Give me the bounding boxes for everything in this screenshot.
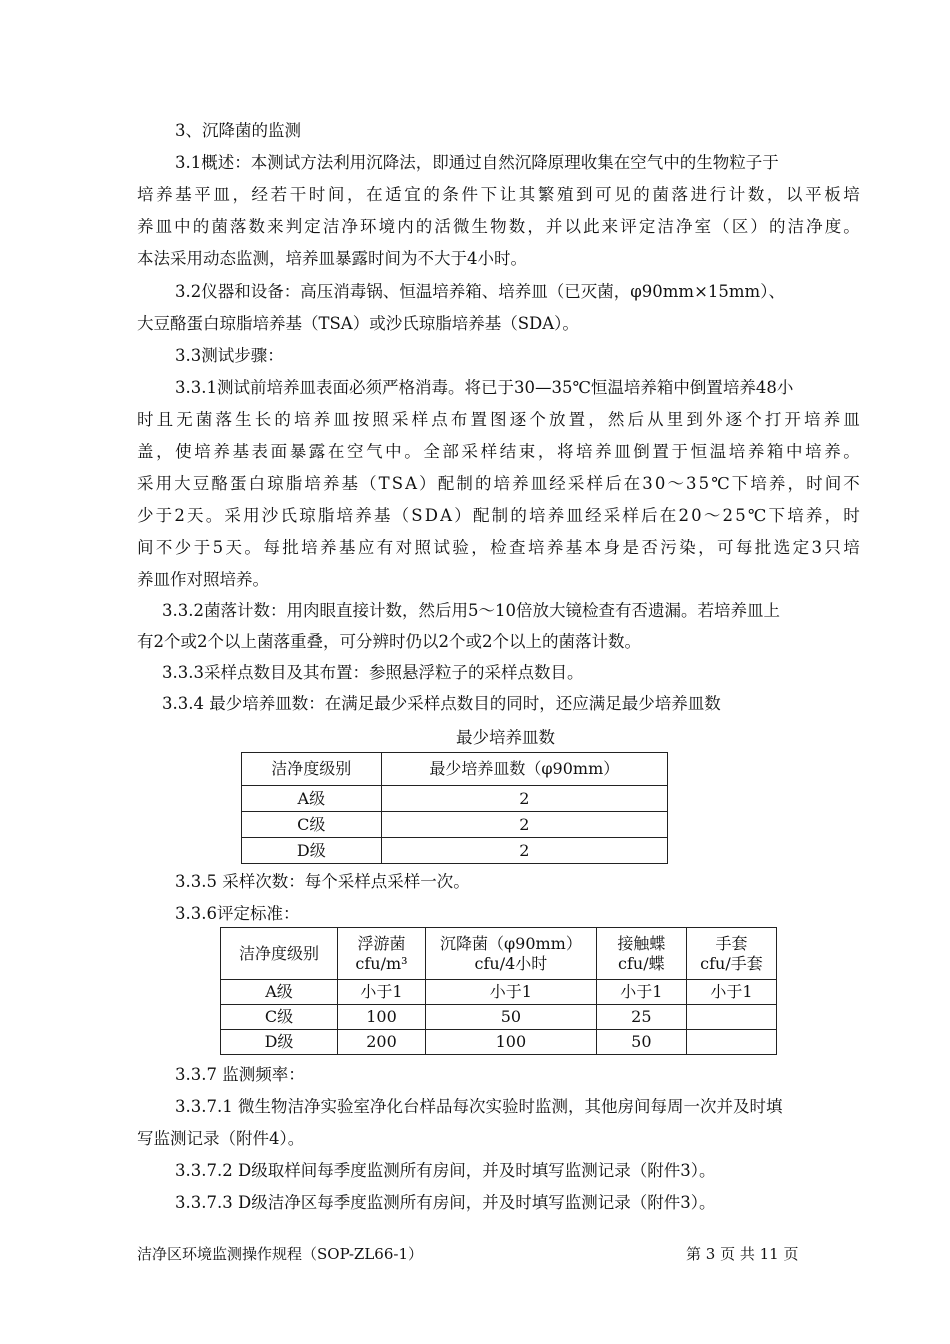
para-3-3-7: 3.3.7 监测频率：: [175, 1065, 305, 1084]
header-line-2: cfu/手套: [700, 953, 763, 973]
para-3-1-line-1: 3.1概述：本测试方法利用沉降法，即通过自然沉降原理收集在空气中的生物粒子于: [175, 153, 779, 172]
header-line-1: 沉降菌（φ90mm）: [439, 933, 582, 953]
header-line-2: cfu/蝶: [618, 953, 665, 973]
table-cell: 100: [337, 1005, 425, 1030]
table-cell: 100: [425, 1030, 596, 1055]
para-3-2-line-1: 3.2仪器和设备：高压消毒锅、恒温培养箱、培养皿（已灭菌，φ90mm×15mm）、: [175, 282, 785, 301]
table-cell: A级: [221, 980, 338, 1005]
para-3-3-1-line-2: 时且无菌落生长的培养皿按照采样点布置图逐个放置，然后从里到外逐个打开培养皿: [137, 410, 863, 429]
table-header-cell: 最少培养皿数（φ90mm）: [381, 753, 667, 786]
table-cell: D级: [242, 838, 382, 864]
para-3-3-2-line-2: 有2个或2个以上菌落重叠，可分辨时仍以2个或2个以上的菌落计数。: [137, 632, 641, 651]
table-cell: 2: [381, 838, 667, 864]
para-3-3-3: 3.3.3采样点数目及其布置：参照悬浮粒子的采样点数目。: [162, 663, 584, 682]
para-3-3-7-1-line-1: 3.3.7.1 微生物洁净实验室净化台样品每次实验时监测，其他房间每周一次并及时填: [175, 1097, 783, 1116]
para-3-3-1-line-4: 采用大豆酪蛋白琼脂培养基（TSA）配制的培养皿经采样后在30～35℃下培养，时间不: [137, 474, 862, 493]
para-3-3-1-line-3: 盖，使培养基表面暴露在空气中。全部采样结束，将培养皿倒置于恒温培养箱中培养。: [137, 442, 863, 461]
table-cell: C级: [242, 812, 382, 838]
footer-title: 洁净区环境监测操作规程（SOP-ZL66-1）: [137, 1245, 423, 1263]
para-3-3-1-line-6: 间不少于5天。每批培养基应有对照试验，检查培养基本身是否污染，可每批选定3只培: [137, 538, 863, 557]
table-header-row: [242, 753, 668, 786]
table-row: [221, 980, 777, 1005]
table-header-cell: [221, 928, 338, 980]
header-line-1: 洁净度级别: [238, 943, 319, 963]
table-cell: 小于1: [686, 980, 776, 1005]
header-line-2: cfu/m³: [355, 953, 408, 973]
footer-page-number: 第 3 页 共 11 页: [686, 1245, 799, 1263]
para-3-3-1-line-1: 3.3.1测试前培养皿表面必须严格消毒。将已于30—35℃恒温培养箱中倒置培养48小: [175, 378, 794, 397]
table-cell: 2: [381, 812, 667, 838]
table-cell: 25: [596, 1005, 686, 1030]
para-3-1-line-3: 养皿中的菌落数来判定洁净环境内的活微生物数，并以此来评定洁净室（区）的洁净度。: [137, 217, 862, 236]
para-3-3: 3.3测试步骤：: [175, 346, 284, 365]
evaluation-standard-table: [220, 927, 777, 1055]
table-cell: C级: [221, 1005, 338, 1030]
para-3-2-line-2: 大豆酪蛋白琼脂培养基（TSA）或沙氏琼脂培养基（SDA）。: [137, 314, 579, 333]
table-cell: 200: [337, 1030, 425, 1055]
para-3-3-2-line-1: 3.3.2菌落计数：用肉眼直接计数，然后用5～10倍放大镜检查有否遗漏。若培养皿上: [162, 601, 780, 620]
table-row: [242, 838, 668, 864]
para-3-3-7-3: 3.3.7.3 D级洁净区每季度监测所有房间，并及时填写监测记录（附件3）。: [175, 1193, 716, 1212]
section-heading: 3、沉降菌的监测: [175, 121, 301, 140]
para-3-1-line-4: 本法采用动态监测，培养皿暴露时间为不大于4小时。: [137, 249, 527, 268]
table-header-cell: [425, 928, 596, 980]
table1-caption: 最少培养皿数: [456, 728, 555, 747]
table-cell: 小于1: [425, 980, 596, 1005]
table-cell: 50: [596, 1030, 686, 1055]
para-3-3-5: 3.3.5 采样次数：每个采样点采样一次。: [175, 872, 470, 891]
para-3-3-7-2: 3.3.7.2 D级取样间每季度监测所有房间，并及时填写监测记录（附件3）。: [175, 1161, 716, 1180]
table-row: [242, 786, 668, 812]
table-cell: 50: [425, 1005, 596, 1030]
table-row: [242, 812, 668, 838]
para-3-3-7-1-line-2: 写监测记录（附件4）。: [137, 1129, 305, 1148]
table-row: [221, 1030, 777, 1055]
table-cell: A级: [242, 786, 382, 812]
header-line-1: 接触蝶: [617, 933, 666, 953]
header-line-1: 手套: [715, 933, 748, 953]
para-3-3-6: 3.3.6评定标准：: [175, 904, 300, 923]
header-line-1: 浮游菌: [357, 933, 406, 953]
table-header-row: [221, 928, 777, 980]
table-cell: 小于1: [337, 980, 425, 1005]
table-header-cell: [596, 928, 686, 980]
table-header-cell: [686, 928, 776, 980]
para-3-3-1-line-5: 少于2天。采用沙氏琼脂培养基（SDA）配制的培养皿经采样后在20～25℃下培养，时: [137, 506, 862, 525]
table-header-cell: 洁净度级别: [242, 753, 382, 786]
header-line-2: cfu/4小时: [474, 953, 548, 973]
para-3-3-1-line-7: 养皿作对照培养。: [137, 570, 269, 589]
min-dish-table: [241, 752, 668, 864]
table-cell: 小于1: [596, 980, 686, 1005]
para-3-1-line-2: 培养基平皿，经若干时间，在适宜的条件下让其繁殖到可见的菌落进行计数，以平板培: [137, 185, 863, 204]
table-cell: 2: [381, 786, 667, 812]
para-3-3-4: 3.3.4 最少培养皿数：在满足最少采样点数目的同时，还应满足最少培养皿数: [162, 694, 721, 713]
table-row: [221, 1005, 777, 1030]
table-header-cell: [337, 928, 425, 980]
table-cell: [686, 1005, 776, 1030]
table-cell: [686, 1030, 776, 1055]
table-cell: D级: [221, 1030, 338, 1055]
